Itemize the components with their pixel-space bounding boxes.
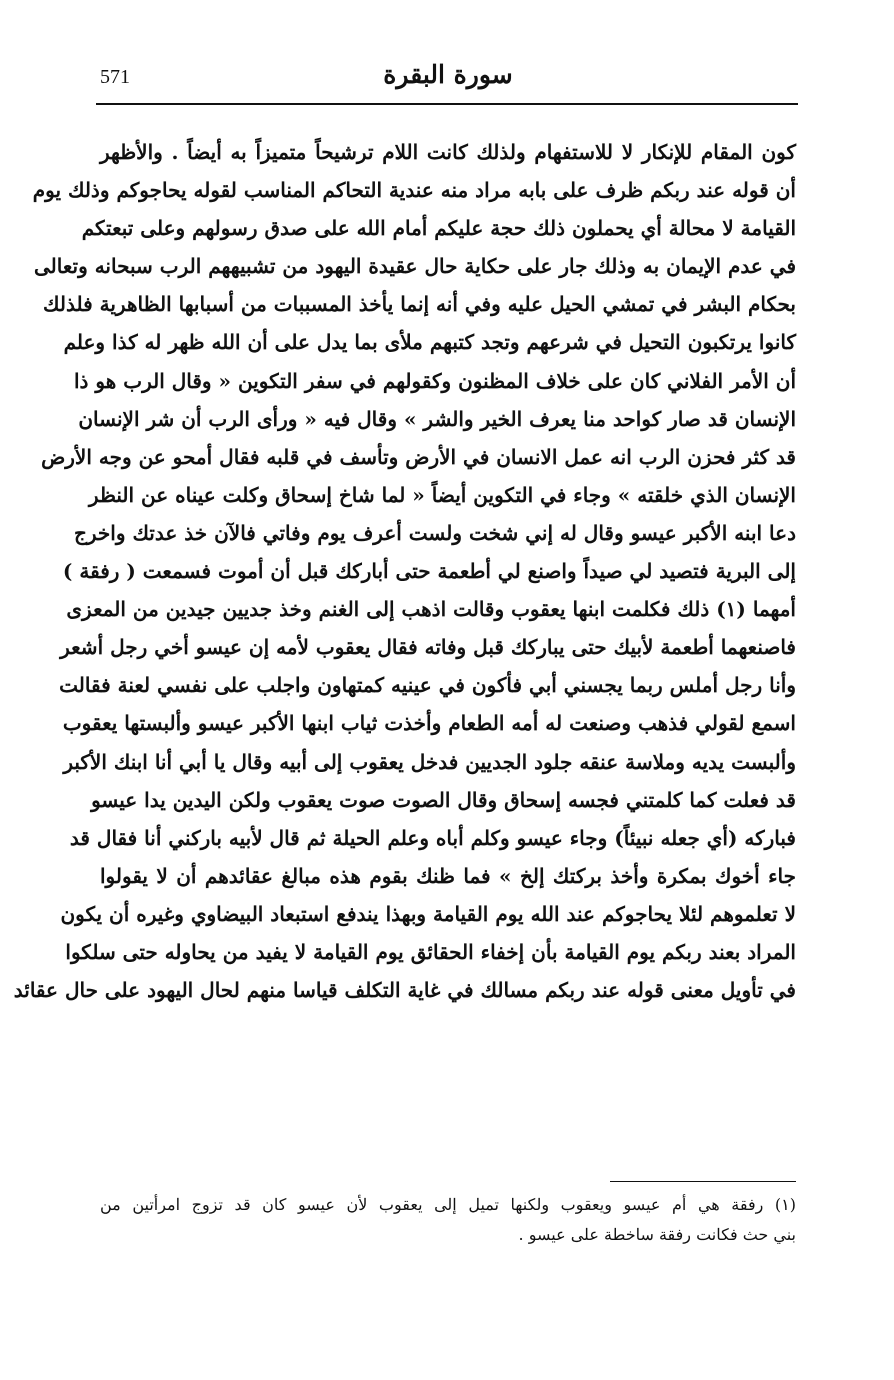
body-line: جاء أخوك بمكرة وأخذ بركتك إلخ » فما ظنك بقوم هذه مبالغ عقائدهم أن لا يقولوا bbox=[100, 863, 796, 888]
footnote-line: بني حث فكانت رفقة ساخطة على عيسو . bbox=[518, 1225, 796, 1244]
page-header bbox=[100, 58, 796, 98]
body-line: قد فعلت كما كلمتني فجسه إسحاق وقال الصوت صوت يعقوب ولكن اليدين يدا عيسو bbox=[91, 787, 796, 812]
body-line: في تأويل معنى قوله عند ربكم مسالك في غاية التكلف قياسا منهم لحال اليهود على حال عقائد bbox=[13, 978, 796, 1003]
body-line: بحكام البشر في تمشي الحيل عليه وفي أنه إنما يأخذ المسببات من أسبابها الظاهرية فلذلك bbox=[43, 292, 796, 317]
body-line: أن الأمر الفلاني كان على خلاف المظنون وكقولهم في سفر التكوين « وقال الرب هو ذا bbox=[73, 368, 796, 393]
page-number: 571 bbox=[100, 66, 130, 88]
body-line: الإنسان الذي خلقته » وجاء في التكوين أيضاً « لما شاخ إسحاق وكلت عيناه عن النظر bbox=[88, 482, 796, 507]
body-line: كانوا يرتكبون التحيل في شرعهم وتجد كتبهم ملأى بما يدل على أن الله ظهر له كذا وعلم bbox=[63, 330, 796, 355]
body-line: وألبست يديه وملاسة عنقه جلود الجديين فدخل يعقوب إلى أبيه وقال يا أبي أنا ابنك الأكبر bbox=[63, 749, 796, 774]
body-line: اسمع لقولي فذهب وصنعت له أمه الطعام وأخذت ثياب ابنها الأكبر عيسو وألبستها يعقوب bbox=[62, 711, 796, 736]
body-text bbox=[13, 133, 796, 1009]
header-rule bbox=[96, 103, 798, 105]
body-line: إلى البرية فتصيد لي صيداً واصنع لي أطعمة حتى أباركك قبل أن أموت فسمعت ( رفقة ) bbox=[62, 559, 796, 584]
footnote-line: (١) رفقة هي أم عيسو ويعقوب ولكنها تميل إلى يعقوب لأن عيسو كان قد تزوج امرأتين من bbox=[100, 1195, 796, 1214]
body-line: المراد بعند ربكم يوم القيامة بأن إخفاء الحقائق يوم القيامة لا يفيد من يحاوله حتى سلكوا bbox=[65, 939, 796, 964]
body-line: دعا ابنه الأكبر عيسو وقال له إني شخت ولست أعرف يوم وفاتي فالآن خذ عدتك واخرج bbox=[73, 520, 796, 545]
body-line: أمهما (١) ذلك فكلمت ابنها يعقوب وقالت اذهب إلى الغنم وخذ جديين جيدين من المعزى bbox=[66, 597, 796, 622]
body-line: القيامة لا محالة أي يحملون ذلك حجة عليكم أمام الله على صدق رسولهم وعلى تبعتكم bbox=[81, 216, 796, 241]
body-line: في عدم الإيمان به وذلك جار على حكاية حال عقيدة اليهود من تشبيههم الرب سبحانه وتعالى bbox=[34, 254, 796, 279]
body-line: وأنا رجل أملس ربما يجسني أبي فأكون في عينيه كمتهاون واجلب على نفسي لعنة فقالت bbox=[59, 673, 796, 698]
footnotes bbox=[100, 1190, 796, 1250]
running-title: سورة البقرة bbox=[383, 60, 513, 89]
footnote-rule bbox=[610, 1181, 796, 1182]
body-line: الإنسان قد صار كواحد منا يعرف الخير والشر » وقال فيه « ورأى الرب أن شر الإنسان bbox=[78, 406, 796, 431]
body-line: كون المقام للإنكار لا للاستفهام ولذلك كانت اللام ترشيحاً متميزاً به أيضاً . والأظهر bbox=[100, 140, 796, 164]
body-line: قد كثر فحزن الرب انه عمل الانسان في الأرض وتأسف في قلبه فقال أمحو عن وجه الأرض bbox=[41, 444, 796, 469]
body-line: فباركه (أي جعله نبيئاً) وجاء عيسو وكلم أباه وعلم الحيلة ثم قال لأبيه باركني أنا فقال قد bbox=[69, 825, 796, 850]
body-line: لا تعلموهم لئلا يحاجوكم عند الله يوم القيامة وبهذا يندفع استبعاد البيضاوي وغيره أن يكون bbox=[60, 901, 796, 926]
body-line: فاصنعهما أطعمة لأبيك حتى يباركك قبل وفاته فقال يعقوب لأمه إن عيسو أخي رجل أشعر bbox=[60, 635, 796, 660]
body-line: أن قوله عند ربكم ظرف على بابه مراد منه عندية التحاكم المناسب لقوله يحاجوكم وذلك يوم bbox=[32, 178, 796, 203]
